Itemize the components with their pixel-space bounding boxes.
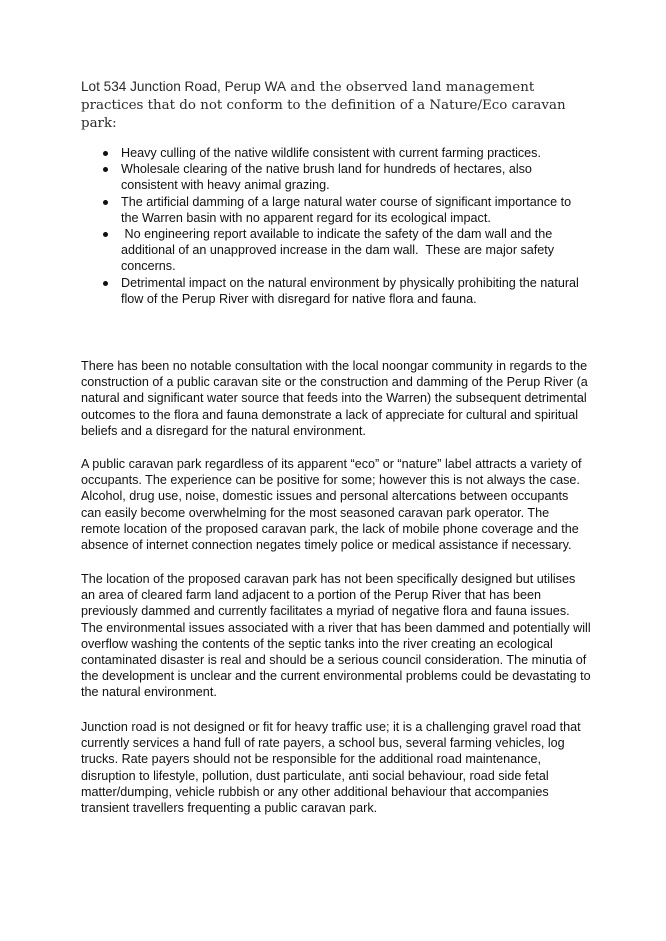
bullet-icon <box>103 232 108 237</box>
bullet-item <box>100 161 592 193</box>
bullet-item <box>100 226 592 275</box>
bullet-text: Heavy culling of the native wildlife consistent with current farming practices. <box>121 146 541 160</box>
bullet-icon <box>103 151 108 156</box>
heading-rest: and the observed land management practices that do not conform to the definition of a Nature/Eco caravan park: <box>81 80 566 131</box>
paragraph-occupants: A public caravan park regardless of its apparent “eco” or “nature” label attracts a variety of occupants. The experience can be positive for some; however this is not always the case. Alcohol, drug use, noise, domestic issues and personal altercations between occupants can easily become overwhelming for the most seasoned caravan park operator. The remote location of the proposed caravan park, the lack of mobile phone coverage and the absence of internet connection negates timely police or medical assistance if necessary. <box>81 457 582 553</box>
bullet-text: Wholesale clearing of the native brush land for hundreds of hectares, also consistent with heavy animal grazing. <box>121 162 532 193</box>
document-heading <box>81 78 591 133</box>
paragraph-location: The location of the proposed caravan park has not been specifically designed but utilises an area of cleared farm land adjacent to a portion of the Perup River that has been previously dammed and currently facilitates a myriad of negative flora and fauna issues. The environmental issues associated with a river that has been dammed and potentially will overflow washing the contents of the septic tanks into the river creating an ecological contaminated disaster is real and should be a serious council consideration. The minutia of the development is unclear and the current environmental problems could be devastating to the natural environment. <box>81 572 591 700</box>
bullet-icon <box>103 281 108 286</box>
bullet-item <box>100 145 592 161</box>
issues-bullet-list <box>100 145 592 307</box>
heading-location: Lot 534 Junction Road, Perup WA <box>81 79 287 94</box>
bullet-icon <box>103 167 108 172</box>
paragraph-junction-road: Junction road is not designed or fit for heavy traffic use; it is a challenging gravel road that currently services a hand full of rate payers, a school bus, several farming vehicles, log trucks. Rate payers should not be responsible for the additional road maintenance, disruption to lifestyle, pollution, dust particulate, anti social behaviour, road side fetal matter/dumping, vehicle rubbish or any other additional behaviour that accompanies transient travellers frequenting a public caravan park. <box>81 720 581 816</box>
bullet-item <box>100 194 592 226</box>
bullet-item <box>100 275 592 307</box>
paragraph-consultation: There has been no notable consultation with the local noongar community in regards to the construction of a public caravan site or the construction and damming of the Perup River (a natural and significant water source that feeds into the Warren) the subsequent detrimental outcomes to the flora and fauna demonstrate a lack of appreciate for cultural and spiritual beliefs and a disregard for the natural environment. <box>81 359 588 438</box>
bullet-text: No engineering report available to indicate the safety of the dam wall and the additional of an unapproved increase in the dam wall. These are major safety concerns. <box>121 227 558 274</box>
bullet-text: Detrimental impact on the natural environment by physically prohibiting the natural flow of the Perup River with disregard for native flora and fauna. <box>121 275 579 306</box>
bullet-icon <box>103 200 108 205</box>
bullet-text: The artificial damming of a large natural water course of significant importance to the Warren basin with no apparent regard for its ecological impact. <box>121 194 572 225</box>
